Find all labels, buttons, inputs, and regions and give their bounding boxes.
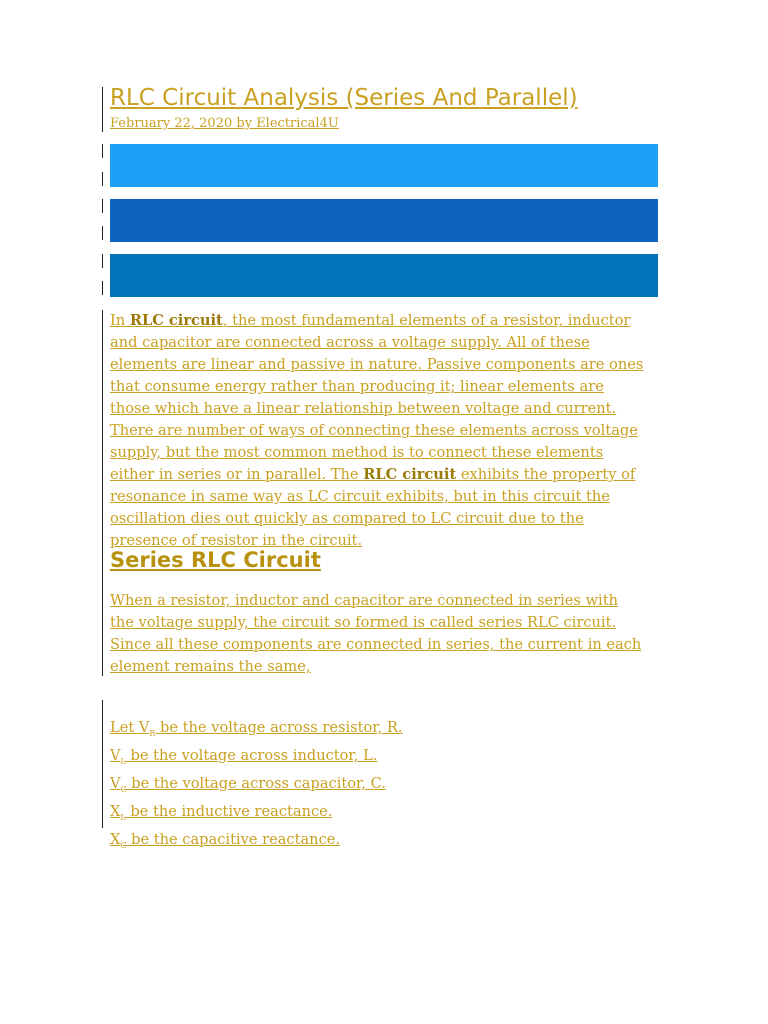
intro-paragraph: [110, 310, 666, 552]
revision-bar: [102, 144, 103, 158]
text-run: presence of resistor in the circuit.: [110, 532, 363, 549]
text-run: X: [110, 802, 121, 820]
series-rlc-heading: Series RLC Circuit: [110, 548, 321, 572]
share-facebook-button[interactable]: [110, 144, 658, 187]
revision-bar: [102, 281, 103, 295]
text-run: be the voltage across resistor, R.: [155, 719, 403, 736]
text-run: oscillation dies out quickly as compared to LC circuit due to the: [110, 510, 584, 527]
text-run: C: [120, 840, 127, 850]
article-author[interactable]: Electrical4U: [256, 116, 339, 131]
text-run: In: [110, 312, 130, 329]
article-byline: [110, 116, 339, 131]
share-linkedin-button[interactable]: [110, 199, 658, 242]
text-run: be the voltage across inductor, L.: [125, 746, 378, 764]
revision-bar: [102, 199, 103, 213]
text-run: exhibits the property of: [456, 466, 636, 483]
article-date[interactable]: February 22, 2020: [110, 116, 233, 131]
text-run: Since all these components are connected in series, the current in each: [110, 636, 642, 653]
series-paragraph: [110, 590, 666, 678]
revision-bar: [102, 254, 103, 268]
text-run: and capacitor are connected across a voltage supply. All of these: [110, 334, 590, 351]
revision-bar: [102, 87, 103, 132]
rlc-term: RLC circuit: [363, 466, 457, 483]
text-run: When a resistor, inductor and capacitor are connected in series with: [110, 592, 618, 609]
definition-item: [110, 717, 403, 745]
article-title[interactable]: RLC Circuit Analysis (Series And Parallel): [110, 85, 578, 111]
text-run: be the capacitive reactance.: [126, 830, 341, 848]
text-run: resonance in same way as LC circuit exhibits, but in this circuit the: [110, 488, 610, 505]
definitions-list: [110, 717, 403, 857]
text-run: L: [120, 812, 126, 822]
text-run: be the inductive reactance.: [125, 802, 333, 820]
definition-item: [110, 773, 403, 801]
rlc-term: RLC circuit: [129, 312, 223, 329]
text-run: Let V: [110, 719, 150, 736]
text-run: those which have a linear relationship between voltage and current.: [110, 400, 617, 417]
text-run: There are number of ways of connecting these elements across voltage: [110, 422, 638, 439]
text-run: C: [120, 784, 127, 794]
revision-bar: [102, 310, 103, 676]
byline-by: by: [232, 116, 257, 131]
text-run: the voltage supply, the circuit so formed is called series RLC circuit.: [110, 614, 617, 631]
text-run: be the voltage across capacitor, C.: [126, 774, 386, 792]
text-run: L: [120, 756, 126, 766]
definition-item: [110, 745, 403, 773]
definition-item: [110, 801, 403, 829]
text-run: V: [110, 746, 121, 764]
definition-item: [110, 829, 403, 857]
revision-bar: [102, 700, 103, 828]
text-run: , the most fundamental elements of a resistor, inductor: [222, 312, 631, 329]
text-run: X: [110, 830, 121, 848]
text-run: element remains the same,: [110, 658, 311, 675]
text-run: that consume energy rather than producing it; linear elements are: [110, 378, 604, 395]
revision-bar: [102, 172, 103, 186]
text-run: either in series or in parallel. The: [110, 466, 364, 483]
text-run: supply, but the most common method is to connect these elements: [110, 444, 604, 461]
share-twitter-button[interactable]: [110, 254, 658, 297]
text-run: R: [149, 728, 156, 738]
text-run: V: [110, 774, 121, 792]
revision-bar: [102, 226, 103, 240]
text-run: elements are linear and passive in nature. Passive components are ones: [110, 356, 644, 373]
